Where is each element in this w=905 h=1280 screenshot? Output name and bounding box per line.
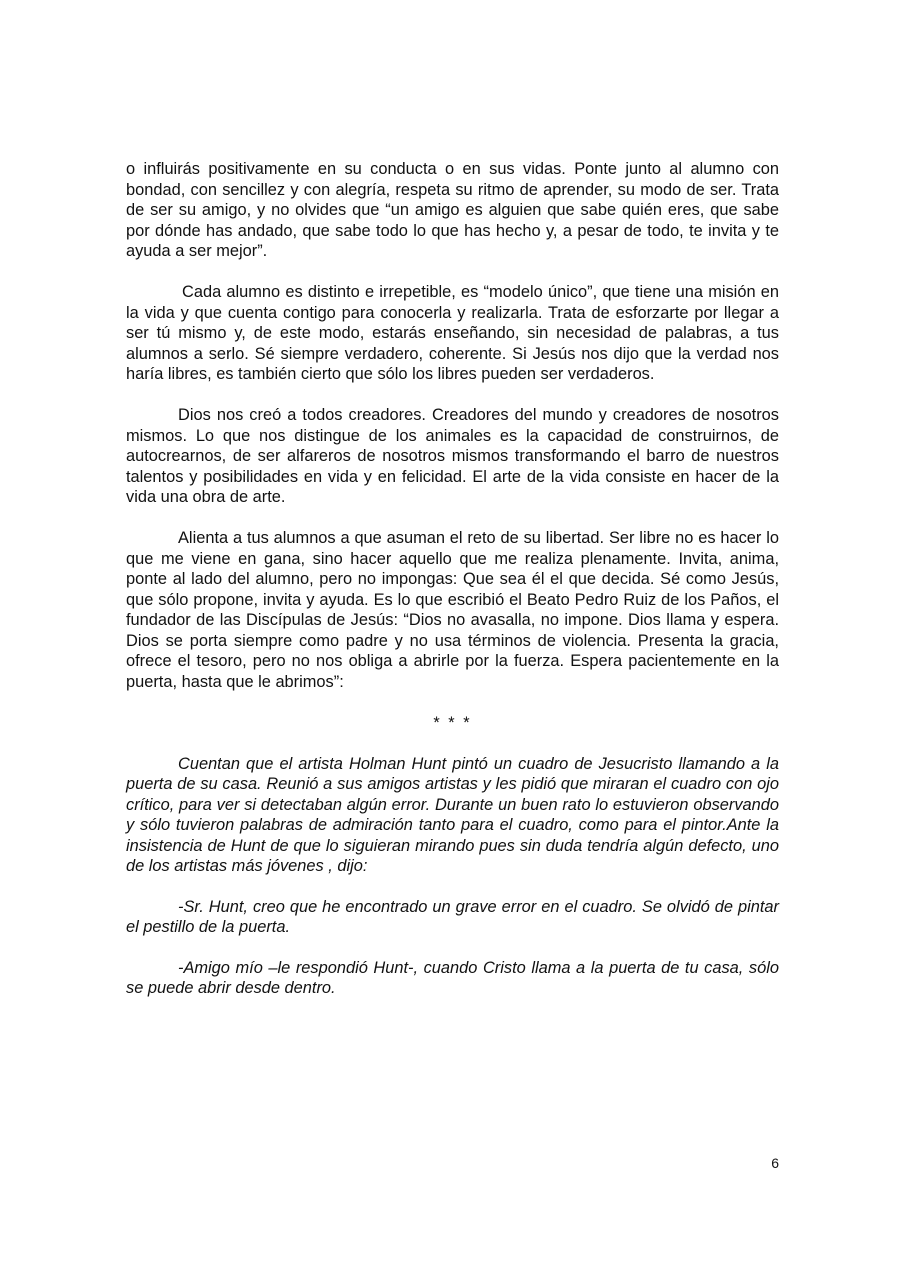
story-paragraph: Cuentan que el artista Holman Hunt pintó un cuadro de Jesucristo llamando a la puerta de su casa. Reunió a sus amigos artistas y les pidió que miraran el cuadro con ojo crítico, para ver si detectaban algún error. Durante un buen rato lo estuvieron observando y sólo tuvieron palabras de admiración tanto para el cuadro, como para el pintor.Ante la insistencia de Hunt de que lo siguieran mirando pues sin duda tendría algún defecto, uno de los artistas más jóvenes , dijo: [126,754,779,875]
page-number: 6 [771,1155,779,1171]
paragraph: Dios nos creó a todos creadores. Creadores del mundo y creadores de nosotros mismos. Lo que nos distingue de los animales es la capacidad de construirnos, de autocrearnos, de ser alfareros de nosotros mismos transformando el barro de nuestros talentos y posibilidades en vida y en felicidad. El arte de la vida consiste en hacer de la vida una obra de arte. [126,406,779,506]
document-body [126,159,779,1019]
story-dialogue: -Sr. Hunt, creo que he encontrado un grave error en el cuadro. Se olvidó de pintar el pestillo de la puerta. [126,897,779,936]
story-section [126,754,779,999]
story-dialogue: -Amigo mío –le respondió Hunt-, cuando Cristo llama a la puerta de tu casa, sólo se puede abrir desde dentro. [126,958,779,997]
section-separator: * * * [433,713,472,732]
paragraph: Alienta a tus alumnos a que asuman el reto de su libertad. Ser libre no es hacer lo que me viene en gana, sino hacer aquello que me realiza plenamente. Invita, anima, ponte al lado del alumno, pero no impongas: Que sea él el que decida. Sé como Jesús, que sólo propone, invita y ayuda. Es lo que escribió el Beato Pedro Ruiz de los Paños, el fundador de las Discípulas de Jesús: “Dios no avasalla, no impone. Dios llama y espera. Dios se porta siempre como padre y no usa términos de violencia. Presenta la gracia, ofrece el tesoro, pero no nos obliga a abrirle por la fuerza. Espera pacientemente en la puerta, hasta que le abrimos”: [126,529,779,691]
paragraph: o influirás positivamente en su conducta o en sus vidas. Ponte junto al alumno con bondad, con sencillez y con alegría, respeta su ritmo de aprender, su modo de ser. Trata de ser su amigo, y no olvides que “un amigo es alguien que sabe quién eres, que sabe por dónde has andado, que sabe todo lo que has hecho y, a pesar de todo, te invita y te ayuda a ser mejor”. [126,160,779,260]
paragraph: Cada alumno es distinto e irrepetible, es “modelo único”, que tiene una misión en la vida y que cuenta contigo para conocerla y realizarla. Trata de esforzarte por llegar a ser tú mismo y, de este modo, estarás enseñando, sin necesidad de palabras, a tus alumnos a serlo. Sé siempre verdadero, coherente. Si Jesús nos dijo que la verdad nos haría libres, es también cierto que sólo los libres pueden ser verdaderos. [126,283,779,383]
